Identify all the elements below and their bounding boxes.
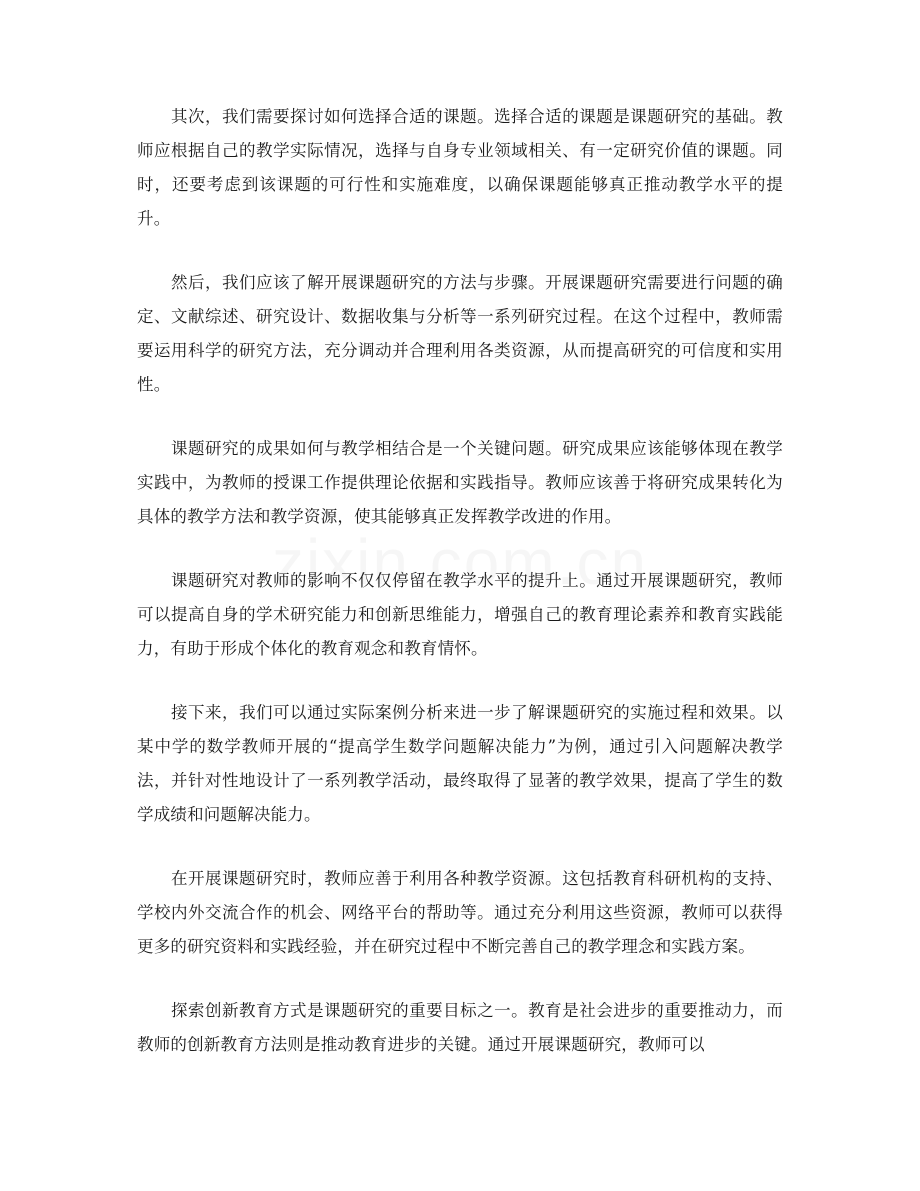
document-body xyxy=(137,100,783,1092)
paragraph: 课题研究的成果如何与教学相结合是一个关键问题。研究成果应该能够体现在教学实践中，为教师的授课工作提供理论依据和实践指导。教师应该善于将研究成果转化为具体的教学方法和教学资源，使其能够真正发挥教学改进的作用。 xyxy=(137,439,783,526)
paragraph: 接下来，我们可以通过实际案例分析来进一步了解课题研究的实施过程和效果。以某中学的数学教师开展的“提高学生数学问题解决能力”为例，通过引入问题解决教学法，并针对性地设计了一系列教学活动，最终取得了显著的教学效果，提高了学生的数学成绩和问题解决能力。 xyxy=(137,703,783,824)
paragraph: 在开展课题研究时，教师应善于利用各种教学资源。这包括教育科研机构的支持、学校内外交流合作的机会、网络平台的帮助等。通过充分利用这些资源，教师可以获得更多的研究资料和实践经验，并在研究过程中不断完善自己的教学理念和实践方案。 xyxy=(137,869,783,956)
paragraph: 探索创新教育方式是课题研究的重要目标之一。教育是社会进步的重要推动力，而教师的创新教育方法则是推动教育进步的关键。通过开展课题研究，教师可以 xyxy=(137,1001,783,1054)
paragraph: 课题研究对教师的影响不仅仅停留在教学水平的提升上。通过开展课题研究，教师可以提高自身的学术研究能力和创新思维能力，增强自己的教育理论素养和教育实践能力，有助于形成个体化的教育观念和教育情怀。 xyxy=(137,571,783,658)
paragraph: 其次，我们需要探讨如何选择合适的课题。选择合适的课题是课题研究的基础。教师应根据自己的教学实际情况，选择与自身专业领域相关、有一定研究价值的课题。同时，还要考虑到该课题的可行性和实施难度，以确保课题能够真正推动教学水平的提升。 xyxy=(137,107,783,228)
paragraph: 然后，我们应该了解开展课题研究的方法与步骤。开展课题研究需要进行问题的确定、文献综述、研究设计、数据收集与分析等一系列研究过程。在这个过程中，教师需要运用科学的研究方法，充分调动并合理利用各类资源，从而提高研究的可信度和实用性。 xyxy=(137,273,783,394)
